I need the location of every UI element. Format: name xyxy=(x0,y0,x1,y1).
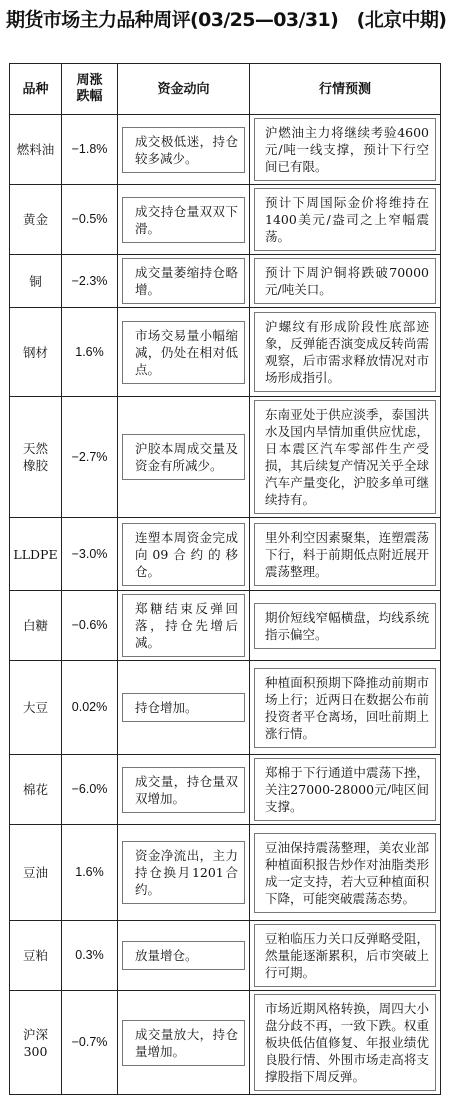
weekly-change: −1.8% xyxy=(62,115,118,185)
table-row xyxy=(10,115,441,185)
futures-review-table-wrap xyxy=(9,63,440,1095)
header-name: 品种 xyxy=(10,64,62,115)
commodity-name xyxy=(10,591,62,661)
commodity-name xyxy=(10,185,62,255)
page-title: 期货市场主力品种周评(03/25—03/31) (北京中期) xyxy=(6,9,447,31)
commodity-name-text: 白糖 xyxy=(22,618,48,633)
market-forecast: 豆油保持震荡整理，美农业部种植面积报告炒作对油脂类形成一定支持，若大豆种植面积下降，可能突破震荡态势。 xyxy=(254,833,436,913)
market-forecast: 预计下周沪铜将跌破70000元/吨关口。 xyxy=(254,258,436,304)
capital-flow: 沪胶本周成交量及资金有所减少。 xyxy=(122,434,245,480)
market-forecast: 豆粕临压力关口反弹略受阻，然量能逐渐累积，后市突破上行可期。 xyxy=(254,924,436,987)
market-forecast: 东南亚处于供应淡季，泰国洪水及国内旱情加重供应忧虑，日本震区汽车零部件生产受损，其后续复产情况关乎全球汽车产量变化，沪胶多单可继续持有。 xyxy=(254,400,436,514)
market-forecast-cell xyxy=(250,185,441,255)
commodity-name xyxy=(10,518,62,591)
header-change xyxy=(62,64,118,115)
capital-flow: 成交极低迷，持仓较多减少。 xyxy=(122,127,245,173)
commodity-name xyxy=(10,755,62,825)
commodity-name-text: 棉花 xyxy=(22,782,48,797)
market-forecast: 郑棉于下行通道中震荡下挫，关注27000-28000元/吨区间支撑。 xyxy=(254,758,436,821)
table-row xyxy=(10,825,441,921)
capital-flow: 放量增仓。 xyxy=(122,941,245,970)
table-row xyxy=(10,991,441,1095)
commodity-name xyxy=(10,397,62,518)
market-forecast: 期价短线窄幅横盘，均线系统指示偏空。 xyxy=(254,603,436,649)
market-forecast-cell xyxy=(250,255,441,308)
capital-flow-cell xyxy=(118,591,250,661)
capital-flow-cell xyxy=(118,755,250,825)
weekly-change: 1.6% xyxy=(62,825,118,921)
header-forecast: 行情预测 xyxy=(250,64,441,115)
capital-flow-cell xyxy=(118,308,250,397)
commodity-name xyxy=(10,255,62,308)
capital-flow-cell xyxy=(118,185,250,255)
table-row xyxy=(10,255,441,308)
capital-flow-cell xyxy=(118,518,250,591)
header-row xyxy=(10,64,441,115)
market-forecast-cell xyxy=(250,518,441,591)
market-forecast: 预计下周国际金价将维持在1400美元/盎司之上窄幅震荡。 xyxy=(254,188,436,251)
market-forecast-cell xyxy=(250,661,441,755)
capital-flow: 成交持仓量双双下滑。 xyxy=(122,197,245,243)
weekly-change: −2.7% xyxy=(62,397,118,518)
table-row xyxy=(10,185,441,255)
market-forecast: 里外利空因素聚集，连塑震荡下行，料于前期低点附近展开震荡整理。 xyxy=(254,523,436,586)
table-row xyxy=(10,591,441,661)
commodity-name xyxy=(10,308,62,397)
table-row xyxy=(10,308,441,397)
market-forecast: 沪螺纹有形成阶段性底部迹象，反弹能否演变成反转尚需观察，后市需求释放情况对市场形成指引。 xyxy=(254,312,436,392)
capital-flow: 成交量，持仓量双双增加。 xyxy=(122,767,245,813)
market-forecast-cell xyxy=(250,115,441,185)
commodity-name xyxy=(10,991,62,1095)
market-forecast-cell xyxy=(250,591,441,661)
commodity-name xyxy=(10,661,62,755)
capital-flow: 市场交易量小幅缩减，仍处在相对低点。 xyxy=(122,321,245,384)
commodity-name-text: LLDPE xyxy=(13,546,58,562)
commodity-name-text: 黄金 xyxy=(22,212,48,227)
market-forecast: 种植面积预期下降推动前期市场上行；近两日在数据公布前投资者平仓离场，回吐前期上涨行情。 xyxy=(254,668,436,748)
weekly-change: −0.6% xyxy=(62,591,118,661)
table-row xyxy=(10,661,441,755)
weekly-change: −2.3% xyxy=(62,255,118,308)
table-row xyxy=(10,397,441,518)
capital-flow: 成交量萎缩持仓略增。 xyxy=(122,258,245,304)
weekly-change: 0.02% xyxy=(62,661,118,755)
capital-flow-cell xyxy=(118,115,250,185)
table-row xyxy=(10,921,441,991)
weekly-change: 1.6% xyxy=(62,308,118,397)
commodity-name-text: 大豆 xyxy=(22,700,48,715)
table-body xyxy=(10,115,441,1095)
commodity-name xyxy=(10,825,62,921)
commodity-name-text: 沪深300 xyxy=(22,1026,48,1059)
weekly-change: −6.0% xyxy=(62,755,118,825)
capital-flow: 持仓增加。 xyxy=(122,693,245,722)
commodity-name-text: 钢材 xyxy=(22,344,48,360)
table-row xyxy=(10,518,441,591)
header-change-text: 周涨跌幅 xyxy=(76,73,103,104)
futures-review-table xyxy=(9,63,441,1095)
capital-flow-cell xyxy=(118,825,250,921)
capital-flow: 资金净流出，主力持仓换月1201合约。 xyxy=(122,841,245,904)
commodity-name-text: 铜 xyxy=(29,273,42,289)
capital-flow-cell xyxy=(118,255,250,308)
market-forecast-cell xyxy=(250,755,441,825)
weekly-change: −3.0% xyxy=(62,518,118,591)
table-row xyxy=(10,755,441,825)
header-flow: 资金动向 xyxy=(118,64,250,115)
market-forecast-cell xyxy=(250,825,441,921)
commodity-name-text: 豆油 xyxy=(22,865,48,880)
capital-flow: 郑糖结束反弹回落，持仓先增后减。 xyxy=(122,594,245,657)
capital-flow-cell xyxy=(118,661,250,755)
commodity-name xyxy=(10,115,62,185)
capital-flow: 连塑本周资金完成向09合约的移仓。 xyxy=(122,523,245,586)
capital-flow: 成交量放大，持仓量增加。 xyxy=(122,1020,245,1066)
capital-flow-cell xyxy=(118,991,250,1095)
commodity-name xyxy=(10,921,62,991)
market-forecast-cell xyxy=(250,921,441,991)
commodity-name-text: 燃料油 xyxy=(16,142,55,157)
weekly-change: 0.3% xyxy=(62,921,118,991)
market-forecast-cell xyxy=(250,308,441,397)
market-forecast: 沪燃油主力将继续考验4600元/吨一线支撑，预计下行空间已有限。 xyxy=(254,118,436,181)
capital-flow-cell xyxy=(118,921,250,991)
market-forecast-cell xyxy=(250,991,441,1095)
commodity-name-text: 天然橡胶 xyxy=(22,441,48,473)
market-forecast-cell xyxy=(250,397,441,518)
commodity-name-text: 豆粕 xyxy=(22,948,48,963)
market-forecast: 市场近期风格转换，周四大小盘分歧不再，一致下跌。权重板块低估值修复、年报业绩优良股行情、外围市场走高将支撑股指下周反弹。 xyxy=(254,994,436,1091)
capital-flow-cell xyxy=(118,397,250,518)
weekly-change: −0.5% xyxy=(62,185,118,255)
weekly-change: −0.7% xyxy=(62,991,118,1095)
